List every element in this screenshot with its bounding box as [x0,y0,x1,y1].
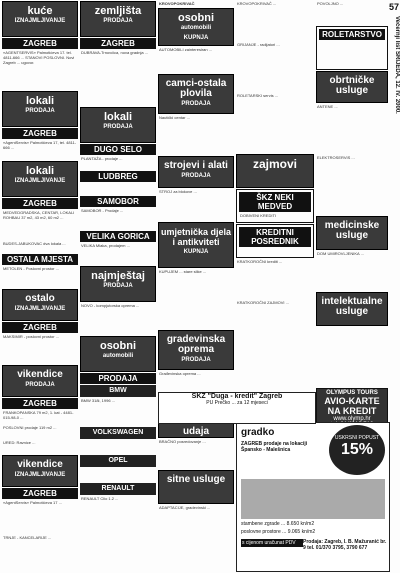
column-5 [316,0,388,443]
ad-text: POSLOVNI prodaje 119 m2 ... [3,425,57,430]
ad-brand: gradko [241,427,275,438]
section-title: obrtničke usluge [329,75,375,96]
section-subtitle: PRODAJA [181,101,211,107]
ad-title: KREDITNI POSREDNIK [239,227,311,247]
section-title: camci-ostala plovila [165,78,227,99]
ad-text: NOVO - kompjutorska oprema ... [81,303,140,308]
loan-ad [236,189,314,223]
section-header [158,470,234,504]
ad-title: AVIO-KARTE NA KREDIT [324,396,380,416]
section-header [236,154,314,188]
ad-text: KROVOPOKRIVAČ ... [237,1,277,6]
ad-text: STROJ za blokove ... [159,189,197,194]
ad-text [80,440,156,454]
city-header: OSTALA MJESTA [2,254,78,265]
gradko-ad [236,422,390,572]
section-subtitle: PRODAJA [103,124,133,130]
city-header: ZAGREB [2,198,78,209]
ad-text: URED: Ravnice ... [3,440,36,445]
ad-text: TRNJE - KANCELARIJE ... [3,535,52,540]
column-2 [80,0,156,525]
ad-text: VELIKA Mlaka, prodajem ... [81,243,130,248]
section-subtitle: PRODAJA [25,108,55,114]
ad-text: ANTENE ... [317,104,338,109]
section-title: najmještaj [91,270,145,282]
section-title: umjetnička djela i antikviteti [160,227,232,247]
section-subtitle: IZNAJMLJIVANJE [14,178,66,184]
ad-title: ROLETARSTVO [319,29,385,40]
section-header [316,71,388,103]
volkswagen-logo: VOLKSWAGEN [80,427,156,439]
discount-label: USKRSNI POPUST [334,435,380,441]
section-title: osobni [177,12,215,24]
city-header: ZAGREB [2,38,78,49]
city-header: ZAGREB [80,38,156,49]
ad-text [80,468,156,482]
skz-duga-ad [158,392,316,424]
ad-text: DUBRAVA-Trnovćica, nova gradnja ... [81,50,149,55]
ad-text: Nautički centar ... [159,115,190,120]
column-3 [158,0,234,573]
rolet-ad [316,26,388,70]
ad-text: DOM UMIROVLJENIKA ... [317,251,364,256]
ad-text: GRIJANJE - radijatori ... [237,42,280,47]
section-subtitle: automobili [180,25,212,31]
section-title: udaja [182,426,210,437]
section-header [80,266,156,302]
ad-text: PLANTAŽA - prodaje ... [81,156,123,161]
section-subtitle: IZNAJMLJIVANJE [14,472,66,478]
section-title: vikendice [17,369,63,380]
ad-web: www.olymp.hr [333,416,371,422]
section-header [2,365,78,397]
section-title: strojevi i alati [164,160,228,171]
section-title: zajmovi [252,157,297,171]
section-header [80,336,156,372]
page-number: 57 [388,2,399,12]
ad-text [316,327,388,387]
section-header [316,216,388,250]
section-header [316,292,388,326]
city-header: ZAGREB [2,128,78,139]
ad-text: ELEKTROSERVIS ... [317,155,355,160]
ad-text: BRAČNO posredovanje ... [159,439,206,444]
ad-text: MEDVEDGRADSKA, CENTAR, LOKALI ROHBAU 37 m2, 43 m2, 60 m2 ... [3,210,75,220]
ad-text: DOBIVENI KREDITI [240,213,277,218]
discount-value: 15% [340,441,374,458]
discount-badge [329,425,385,475]
bmw-logo: BMW [80,385,156,397]
city-header: LUDBREG [80,171,156,182]
city-header: DUGO SELO [80,144,156,155]
city-header: SAMOBOR [80,196,156,207]
renault-logo: RENAULT [80,483,156,495]
section-subtitle: IZNAJMLJIVANJE [14,18,66,24]
section-title: vikendice [17,459,63,470]
masthead-strip [390,0,400,573]
section-subtitle: PRODAJA [25,382,55,388]
section-header [158,156,234,188]
section-title: ostalo [25,293,55,304]
ad-text: KUPUJEM ... stare slike ... [159,269,207,274]
ad-text: «AgentServis» Palmotićeva 17 ... [3,500,62,505]
section-header [80,1,156,37]
ad-text: RENAULT Clio 1.2 ... [81,496,119,501]
ad-text: MAKSIMIR - poslovni prostor ... [3,334,60,339]
section-header [2,289,78,321]
section-subtitle: automobili [102,353,134,359]
contact-line: Prodaja: Zagreb, I. B. Mažuranić br. 9 tel. 01/370 3795, 3790 677 [303,539,387,551]
ad-title: ŠKZ "Duga - kredit" Zagreb [191,393,283,400]
ad-text: AUTOMOBILI zainteresiran ... [159,47,213,52]
section-title: sitne usluge [166,474,226,485]
section-title: osobni [99,340,137,352]
ad-text: KRATKOROČNI krediti ... [237,259,283,264]
ad-text: ZAGREB prodaje na lokaciji Špansko - Malešnica [241,441,308,453]
section-label: PRODAJA [80,373,156,384]
loan-ad [236,224,314,258]
ad-text: POVOLJNO ... [317,1,344,6]
ad-text: KRATKOROČNI ZAJMOVI ... [237,300,289,305]
section-header [158,8,234,46]
section-subtitle: PRODAJA [181,173,211,179]
section-title: zemljišta [94,5,142,17]
section-header [2,161,78,197]
section-header [2,455,78,487]
ad-text [80,183,156,195]
ad-text: ADAPTACIJE, gradevinski ... [159,505,211,510]
section-header [158,74,234,114]
ad-text: BUDES-JABUKOVAC dva lokala ... [3,241,66,246]
ad-text: «AgentServis» Palmotićeva 17, tel. 4811-666 ... [3,140,77,150]
vat-label: s cijenom uračunat PDV [241,539,303,547]
section-title: lokali [25,95,55,107]
ad-text: Građevinska oprema ... [159,371,201,376]
ad-text: KROVOPOKRIVAČ [159,1,195,6]
price-line: poslovne prostore ... 9.065 kn/m2 [241,529,316,535]
section-header [158,222,234,268]
section-title: kuće [27,5,53,17]
column-1 [2,0,78,556]
section-subtitle: IZNAJMLJIVANJE [14,306,66,312]
city-header: ZAGREB [2,322,78,333]
section-header [2,1,78,37]
section-subtitle: PRODAJA [103,18,133,24]
column-4 [236,0,314,341]
section-title: lokali [25,165,55,177]
city-header: VELIKA GORICA [80,231,156,242]
section-header [2,91,78,127]
building-photo [241,479,385,519]
ad-text: «AGENTSERVIS» Palmotićeva 17. tel. 4811-666 ... STANOVI POSLOVNI. Novi Zagreb ... ugovor. [3,50,75,65]
section-title: intelektualne usluge [321,296,383,317]
section-subtitle: KUPNJA [183,35,209,41]
section-subtitle: PRODAJA [103,283,133,289]
ad-brand: OLYMPUS TOURS [326,390,378,396]
section-header [158,330,234,370]
section-subtitle: KUPNJA [183,249,209,255]
ad-title: ŠKZ NEKI MEDVED [239,192,311,212]
section-title: gradevinska oprema [166,334,226,355]
ad-text: PU Prečko ... za 12 mjeseci [206,400,268,406]
masthead-text: Večernji list SRIJEDA, 12. IV. 2000. [394,16,400,114]
ad-text: FRANKOPANSKA 79 m2, 1. kat - 4481-015-98-0 ... [3,410,74,420]
section-title: lokali [103,111,133,123]
price-line: stambene zgrade ... 8.650 kn/m2 [241,521,315,527]
city-header: ZAGREB [2,488,78,499]
section-header [80,107,156,143]
ad-text: ROLETARSKI servis ... [237,93,279,98]
city-header: ZAGREB [2,398,78,409]
opel-logo: OPEL [80,455,156,467]
section-title: medicinske usluge [324,220,380,241]
ad-text: SAMOBOR - Prodaje ... [81,208,124,213]
ad-text: BMW 318i, 1996 ... [81,398,116,403]
section-subtitle: PRODAJA [181,357,211,363]
ad-text: METOLEN - Poslovni prostor ... [3,266,59,271]
